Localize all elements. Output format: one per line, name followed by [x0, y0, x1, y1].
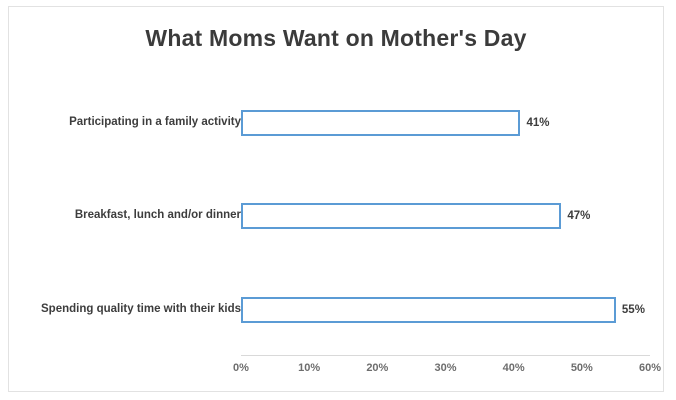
- x-tick-label: 30%: [434, 362, 457, 374]
- x-tick-label: 10%: [298, 362, 321, 374]
- bar-value-label: 55%: [621, 304, 645, 316]
- x-tick-label: 50%: [570, 362, 593, 374]
- x-tick-label: 40%: [502, 362, 525, 374]
- bar-value-label: 41%: [526, 117, 550, 129]
- x-tick-label: 60%: [638, 362, 662, 374]
- x-axis-line: [241, 355, 650, 356]
- bar-value-label: 47%: [567, 210, 591, 222]
- x-tick-label: 0%: [233, 362, 249, 374]
- chart-title: What Moms Want on Mother's Day: [145, 25, 527, 51]
- bar-breakfast-lunch-and-or-dinner: [241, 203, 561, 229]
- x-tick-label: 20%: [366, 362, 389, 374]
- chart-container: [8, 6, 664, 392]
- category-label: Spending quality time with their kids: [41, 303, 241, 315]
- bar-participating-in-a-family-activity: [241, 110, 520, 136]
- category-label: Participating in a family activity: [69, 116, 241, 128]
- bar-spending-quality-time-with-their-kids: [241, 297, 616, 323]
- plot-area: [9, 7, 665, 393]
- category-label: Breakfast, lunch and/or dinner: [74, 209, 241, 221]
